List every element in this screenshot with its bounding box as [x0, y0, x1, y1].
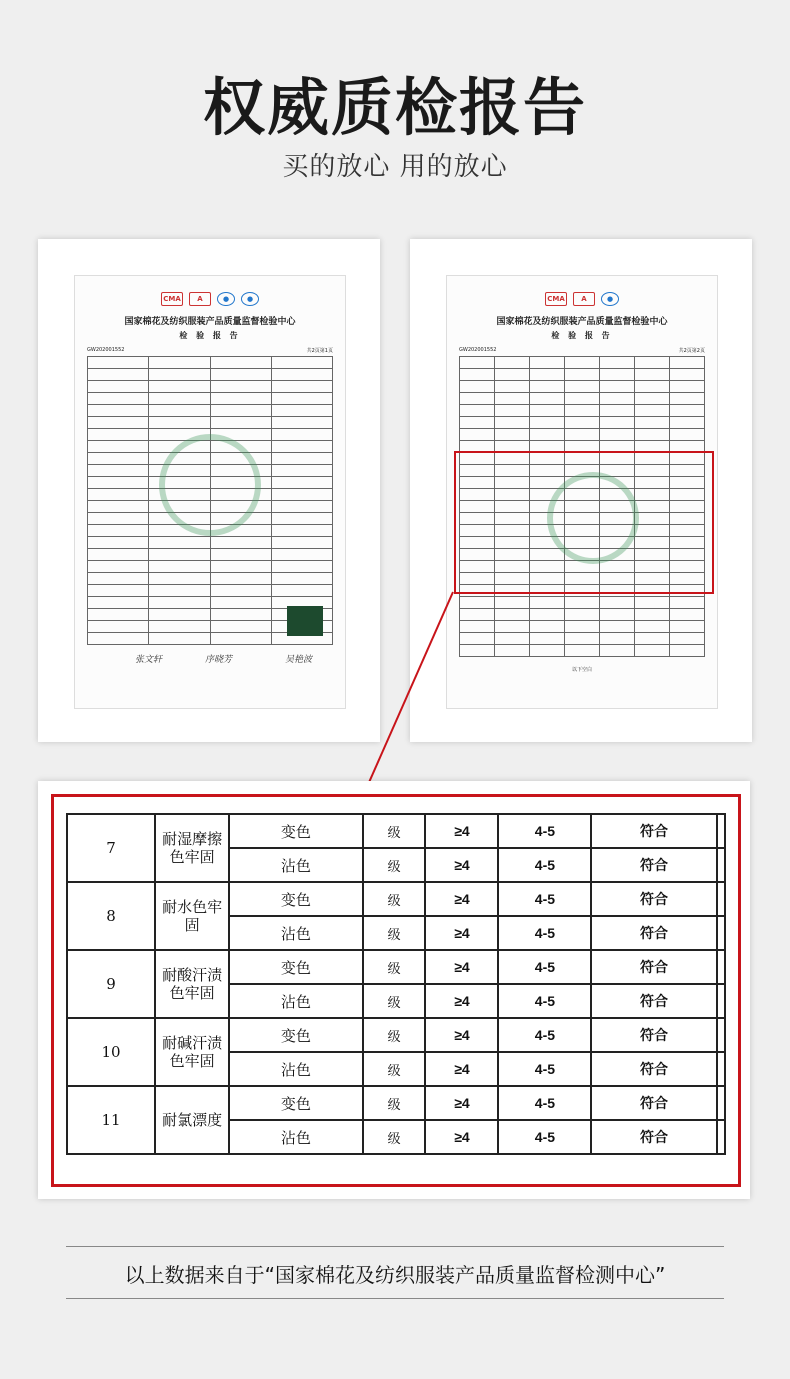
table-cell	[88, 573, 149, 585]
table-cell	[271, 513, 332, 525]
table-cell	[495, 429, 530, 441]
report-subheading: 检 验 报 告	[551, 331, 613, 340]
table-cell	[271, 429, 332, 441]
result-cell: 4-5	[498, 984, 591, 1018]
test-type: 沾色	[229, 984, 363, 1018]
table-cell	[565, 429, 600, 441]
table-cell	[635, 405, 670, 417]
table-row	[460, 621, 705, 633]
table-cell	[530, 405, 565, 417]
table-cell	[271, 561, 332, 573]
requirement-cell: ≥4	[425, 950, 498, 984]
table-cell	[670, 417, 705, 429]
table-cell	[670, 633, 705, 645]
table-row	[88, 369, 333, 381]
test-item: 耐氯漂度	[155, 1086, 229, 1154]
table-row	[460, 417, 705, 429]
table-cell	[88, 357, 149, 369]
table-cell	[670, 369, 705, 381]
table-cell	[149, 417, 210, 429]
table-cell	[271, 369, 332, 381]
test-type: 变色	[229, 950, 363, 984]
row-number: 8	[67, 882, 155, 950]
unit-cell: 级	[363, 814, 426, 848]
table-cell	[88, 525, 149, 537]
test-type: 沾色	[229, 916, 363, 950]
requirement-cell: ≥4	[425, 882, 498, 916]
table-cell	[88, 537, 149, 549]
test-item: 耐酸汗渍色牢固	[155, 950, 229, 1018]
table-row	[88, 561, 333, 573]
remark-cell	[717, 1052, 725, 1086]
table-cell	[600, 621, 635, 633]
certification-logos	[75, 292, 345, 306]
table-cell	[460, 381, 495, 393]
table-row	[460, 429, 705, 441]
table-cell	[210, 393, 271, 405]
zoomed-results-table	[66, 813, 726, 1155]
requirement-cell: ≥4	[425, 984, 498, 1018]
verdict-cell: 符合	[591, 984, 716, 1018]
unit-cell: 级	[363, 1052, 426, 1086]
table-cell	[88, 549, 149, 561]
table-cell	[635, 597, 670, 609]
signature-3: 吴艳波	[285, 655, 313, 665]
table-cell	[635, 609, 670, 621]
table-row	[88, 585, 333, 597]
table-cell	[635, 369, 670, 381]
test-item: 耐碱汗渍色牢固	[155, 1018, 229, 1086]
table-cell	[271, 357, 332, 369]
table-cell	[495, 609, 530, 621]
table-cell	[600, 369, 635, 381]
table-cell	[210, 549, 271, 561]
footer-source-note: 以上数据来自于“国家棉花及纺织服装产品质量监督检测中心”	[124, 1263, 666, 1287]
result-cell: 4-5	[498, 950, 591, 984]
table-cell	[530, 393, 565, 405]
test-item: 耐水色牢固	[155, 882, 229, 950]
table-cell	[600, 633, 635, 645]
requirement-cell: ≥4	[425, 916, 498, 950]
table-cell	[635, 633, 670, 645]
table-cell	[635, 645, 670, 657]
table-cell	[149, 369, 210, 381]
requirement-cell: ≥4	[425, 1120, 498, 1154]
table-cell	[210, 417, 271, 429]
test-type: 变色	[229, 814, 363, 848]
remark-cell	[717, 1086, 725, 1120]
table-cell	[565, 393, 600, 405]
result-cell: 4-5	[498, 848, 591, 882]
table-cell	[271, 573, 332, 585]
footer-divider-bottom	[66, 1298, 724, 1299]
table-cell	[88, 477, 149, 489]
table-cell	[600, 429, 635, 441]
unit-cell: 级	[363, 848, 426, 882]
verdict-cell: 符合	[591, 1018, 716, 1052]
remark-cell	[717, 1120, 725, 1154]
green-seal-icon	[159, 434, 261, 536]
table-cell	[210, 597, 271, 609]
table-cell	[271, 465, 332, 477]
table-cell	[271, 549, 332, 561]
certification-logos	[447, 292, 717, 306]
test-type: 变色	[229, 1086, 363, 1120]
table-cell	[149, 597, 210, 609]
table-cell	[271, 585, 332, 597]
requirement-cell: ≥4	[425, 848, 498, 882]
table-cell	[210, 609, 271, 621]
cma-logo-icon: CMA	[161, 292, 183, 306]
test-type: 变色	[229, 882, 363, 916]
table-cell	[530, 417, 565, 429]
table-cell	[88, 393, 149, 405]
table-cell	[565, 645, 600, 657]
cnas-logo-icon: A	[189, 292, 211, 306]
table-cell	[495, 417, 530, 429]
zoomed-table-card	[38, 781, 750, 1199]
remark-cell	[717, 950, 725, 984]
table-cell	[600, 417, 635, 429]
result-cell: 4-5	[498, 1086, 591, 1120]
verdict-cell: 符合	[591, 950, 716, 984]
table-cell	[530, 597, 565, 609]
table-cell	[495, 357, 530, 369]
report-subheading: 检 验 报 告	[179, 331, 241, 340]
table-cell	[670, 645, 705, 657]
requirement-cell: ≥4	[425, 1052, 498, 1086]
table-cell	[670, 597, 705, 609]
table-row	[88, 417, 333, 429]
unit-cell: 级	[363, 882, 426, 916]
table-cell	[271, 417, 332, 429]
table-row	[67, 814, 725, 848]
table-cell	[88, 381, 149, 393]
table-cell	[149, 573, 210, 585]
table-cell	[460, 429, 495, 441]
table-cell	[149, 381, 210, 393]
table-row	[460, 381, 705, 393]
table-cell	[635, 621, 670, 633]
table-cell	[600, 405, 635, 417]
table-cell	[460, 633, 495, 645]
table-cell	[210, 357, 271, 369]
result-cell: 4-5	[498, 814, 591, 848]
row-number: 9	[67, 950, 155, 1018]
table-cell	[271, 405, 332, 417]
table-row	[88, 357, 333, 369]
table-cell	[271, 441, 332, 453]
table-cell	[271, 525, 332, 537]
table-cell	[635, 381, 670, 393]
verdict-cell: 符合	[591, 848, 716, 882]
report-document-page1	[74, 275, 346, 709]
table-row	[88, 573, 333, 585]
table-cell	[600, 645, 635, 657]
table-cell	[565, 597, 600, 609]
table-cell	[460, 621, 495, 633]
page-subtitle: 买的放心 用的放心	[282, 152, 508, 182]
report-heading: 国家棉花及纺织服装产品质量监督检验中心	[496, 317, 668, 327]
report-page: 共2页第1页	[306, 348, 333, 354]
table-cell	[565, 609, 600, 621]
signature-1: 张文轩	[135, 655, 163, 665]
table-cell	[88, 453, 149, 465]
table-cell	[460, 609, 495, 621]
table-cell	[565, 621, 600, 633]
table-cell	[88, 597, 149, 609]
result-cell: 4-5	[498, 916, 591, 950]
table-cell	[210, 573, 271, 585]
table-cell	[210, 369, 271, 381]
table-row	[67, 1086, 725, 1120]
table-cell	[530, 381, 565, 393]
verdict-cell: 符合	[591, 882, 716, 916]
test-type: 沾色	[229, 1120, 363, 1154]
table-cell	[88, 609, 149, 621]
table-cell	[88, 429, 149, 441]
table-cell	[149, 393, 210, 405]
page-title: 权威质检报告	[202, 71, 587, 144]
table-cell	[670, 381, 705, 393]
table-cell	[530, 621, 565, 633]
table-row	[67, 950, 725, 984]
table-cell	[210, 405, 271, 417]
table-cell	[210, 381, 271, 393]
table-cell	[460, 645, 495, 657]
table-cell	[271, 393, 332, 405]
table-cell	[149, 537, 210, 549]
table-row	[88, 381, 333, 393]
table-cell	[149, 633, 210, 645]
signature-2: 序晓芳	[205, 655, 233, 665]
table-cell	[88, 441, 149, 453]
unit-cell: 级	[363, 916, 426, 950]
table-cell	[88, 405, 149, 417]
table-cell	[635, 429, 670, 441]
remark-cell	[717, 814, 725, 848]
report-card-page1[interactable]	[38, 239, 380, 742]
report-heading: 国家棉花及纺织服装产品质量监督检验中心	[124, 317, 296, 327]
result-cell: 4-5	[498, 1018, 591, 1052]
table-cell	[670, 357, 705, 369]
remark-cell	[717, 882, 725, 916]
highlight-frame	[454, 451, 714, 594]
table-cell	[565, 357, 600, 369]
table-cell	[271, 537, 332, 549]
table-cell	[88, 621, 149, 633]
zoom-highlight-frame	[51, 794, 741, 1187]
ilac-logo-icon: ●	[601, 292, 619, 306]
table-cell	[271, 489, 332, 501]
table-cell	[149, 621, 210, 633]
table-cell	[635, 417, 670, 429]
table-cell	[271, 381, 332, 393]
table-row	[460, 597, 705, 609]
table-cell	[495, 597, 530, 609]
table-cell	[210, 537, 271, 549]
remark-cell	[717, 916, 725, 950]
table-cell	[670, 393, 705, 405]
table-cell	[149, 405, 210, 417]
requirement-cell: ≥4	[425, 814, 498, 848]
result-cell: 4-5	[498, 1052, 591, 1086]
verdict-cell: 符合	[591, 814, 716, 848]
table-cell	[88, 417, 149, 429]
table-cell	[670, 609, 705, 621]
table-cell	[88, 585, 149, 597]
cma-logo-icon: CMA	[545, 292, 567, 306]
table-cell	[530, 369, 565, 381]
row-number: 10	[67, 1018, 155, 1086]
table-cell	[460, 369, 495, 381]
table-row	[88, 537, 333, 549]
table-cell	[635, 393, 670, 405]
report-number: GW202001552	[87, 347, 125, 353]
table-cell	[600, 357, 635, 369]
cnas-logo-icon: A	[573, 292, 595, 306]
table-cell	[565, 369, 600, 381]
table-cell	[271, 453, 332, 465]
table-cell	[670, 621, 705, 633]
table-cell	[460, 393, 495, 405]
table-cell	[530, 609, 565, 621]
table-row	[460, 633, 705, 645]
table-cell	[600, 381, 635, 393]
table-row	[460, 609, 705, 621]
table-cell	[565, 417, 600, 429]
verdict-cell: 符合	[591, 916, 716, 950]
table-cell	[495, 369, 530, 381]
unit-cell: 级	[363, 1086, 426, 1120]
redacted-block	[287, 606, 323, 636]
table-cell	[460, 597, 495, 609]
test-type: 沾色	[229, 1052, 363, 1086]
table-cell	[210, 561, 271, 573]
test-item: 耐湿摩擦色牢固	[155, 814, 229, 882]
table-cell	[88, 489, 149, 501]
table-cell	[88, 369, 149, 381]
table-row	[460, 357, 705, 369]
table-cell	[495, 381, 530, 393]
unit-cell: 级	[363, 1018, 426, 1052]
table-cell	[565, 633, 600, 645]
unit-cell: 级	[363, 1120, 426, 1154]
table-cell	[271, 477, 332, 489]
table-cell	[495, 645, 530, 657]
table-cell	[149, 609, 210, 621]
remark-cell	[717, 848, 725, 882]
table-cell	[149, 549, 210, 561]
unit-cell: 级	[363, 984, 426, 1018]
table-cell	[149, 585, 210, 597]
table-cell	[530, 429, 565, 441]
table-cell	[495, 621, 530, 633]
table-cell	[271, 501, 332, 513]
row-number: 11	[67, 1086, 155, 1154]
report-card-page2[interactable]	[410, 239, 752, 742]
table-cell	[88, 501, 149, 513]
verdict-cell: 符合	[591, 1120, 716, 1154]
table-cell	[530, 645, 565, 657]
table-cell	[600, 597, 635, 609]
report-number: GW202001552	[459, 347, 497, 353]
table-row	[460, 645, 705, 657]
row-number: 7	[67, 814, 155, 882]
requirement-cell: ≥4	[425, 1018, 498, 1052]
table-cell	[460, 417, 495, 429]
table-cell	[565, 405, 600, 417]
table-cell	[600, 609, 635, 621]
report-page: 共2页第2页	[678, 348, 705, 354]
table-cell	[565, 381, 600, 393]
remark-cell	[717, 984, 725, 1018]
remark-cell	[717, 1018, 725, 1052]
table-cell	[635, 357, 670, 369]
unit-cell: 级	[363, 950, 426, 984]
verdict-cell: 符合	[591, 1052, 716, 1086]
table-cell	[670, 405, 705, 417]
report-footnote: 以下空白	[571, 667, 592, 673]
table-cell	[495, 405, 530, 417]
table-row	[67, 1018, 725, 1052]
table-cell	[495, 633, 530, 645]
report-meta	[459, 347, 705, 354]
result-cell: 4-5	[498, 1120, 591, 1154]
table-cell	[600, 393, 635, 405]
result-cell: 4-5	[498, 882, 591, 916]
table-cell	[530, 357, 565, 369]
table-cell	[670, 429, 705, 441]
table-cell	[149, 357, 210, 369]
table-row	[88, 405, 333, 417]
verdict-cell: 符合	[591, 1086, 716, 1120]
table-cell	[460, 405, 495, 417]
table-cell	[149, 561, 210, 573]
requirement-cell: ≥4	[425, 1086, 498, 1120]
ilac-logo-icon: ●	[217, 292, 235, 306]
table-cell	[495, 393, 530, 405]
table-cell	[530, 633, 565, 645]
table-cell	[88, 633, 149, 645]
table-cell	[460, 357, 495, 369]
table-cell	[88, 513, 149, 525]
table-row	[460, 405, 705, 417]
table-row	[88, 393, 333, 405]
table-row	[460, 393, 705, 405]
footer-divider-top	[66, 1246, 724, 1247]
report-meta	[87, 347, 333, 354]
test-type: 变色	[229, 1018, 363, 1052]
table-cell	[88, 561, 149, 573]
cnas-blue-logo-icon: ●	[241, 292, 259, 306]
table-row	[460, 369, 705, 381]
table-cell	[210, 633, 271, 645]
table-cell	[210, 621, 271, 633]
table-cell	[88, 465, 149, 477]
test-type: 沾色	[229, 848, 363, 882]
table-row	[88, 549, 333, 561]
table-cell	[210, 585, 271, 597]
table-row	[67, 882, 725, 916]
